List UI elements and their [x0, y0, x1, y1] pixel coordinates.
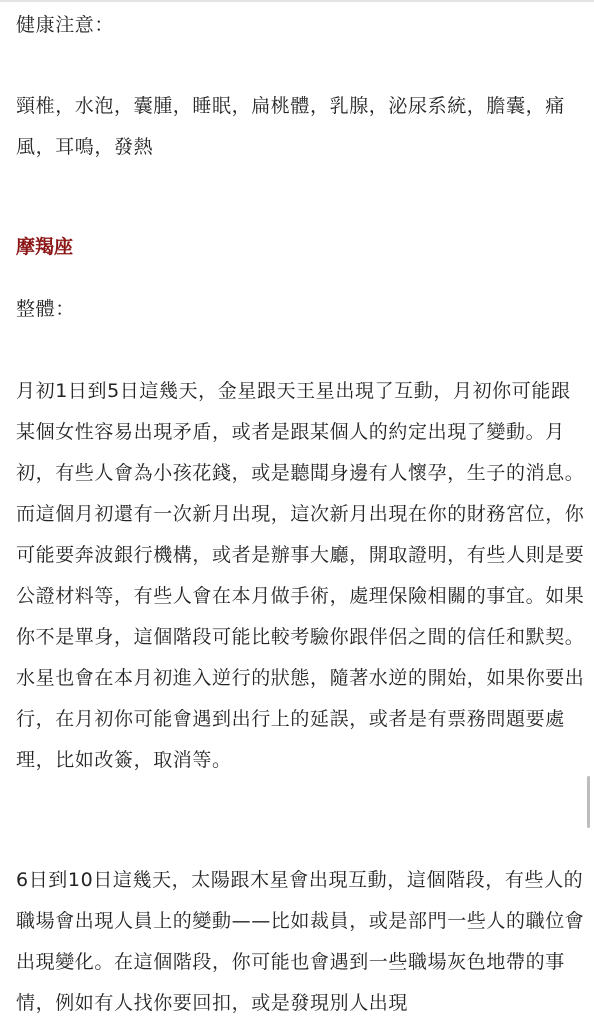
top-divider [0, 0, 594, 2]
overall-label: 整體： [16, 298, 75, 320]
paragraph-early-month: 月初1日到5日這幾天，金星跟天王星出現了互動，月初你可能跟某個女性容易出現矛盾，或者是跟某個人的約定出現了變動。月初，有些人會為小孩花錢，或是聽聞身邊有人懷孕，生子的消息。而這個月初還有一次新月出現，這次新月出現在你的財務宮位，你可能要奔波銀行機構，或者是辦事大廳，開取證明，有些人則是要公證材料等，有些人會在本月做手術，處理保險相關的事宜。如果你不是單身，這個階段可能比較考驗你跟伴侶之間的信任和默契。水星也會在本月初進入逆行的狀態，隨著水逆的開始，如果你要出行，在月初你可能會遇到出行上的延誤，或者是有票務問題要處理，比如改簽，取消等。 [16, 380, 585, 771]
scrollbar-thumb[interactable] [587, 776, 590, 828]
paragraph-days-6-10: 6日到10日這幾天，太陽跟木星會出現互動，這個階段，有些人的職場會出現人員上的變動——比如裁員，或是部門一些人的職位會出現變化。在這個階段，你可能也會遇到一些職場灰色地帶的事情，例如有人找你要回扣，或是發現別人出現 [16, 869, 585, 1014]
sign-heading-capricorn: 摩羯座 [16, 236, 74, 258]
health-notice-items: 頸椎，水泡，囊腫，睡眠，扁桃體，乳腺，泌尿系統，膽囊，痛風，耳鳴，發熱 [16, 95, 565, 158]
health-notice-label: 健康注意： [16, 14, 115, 36]
